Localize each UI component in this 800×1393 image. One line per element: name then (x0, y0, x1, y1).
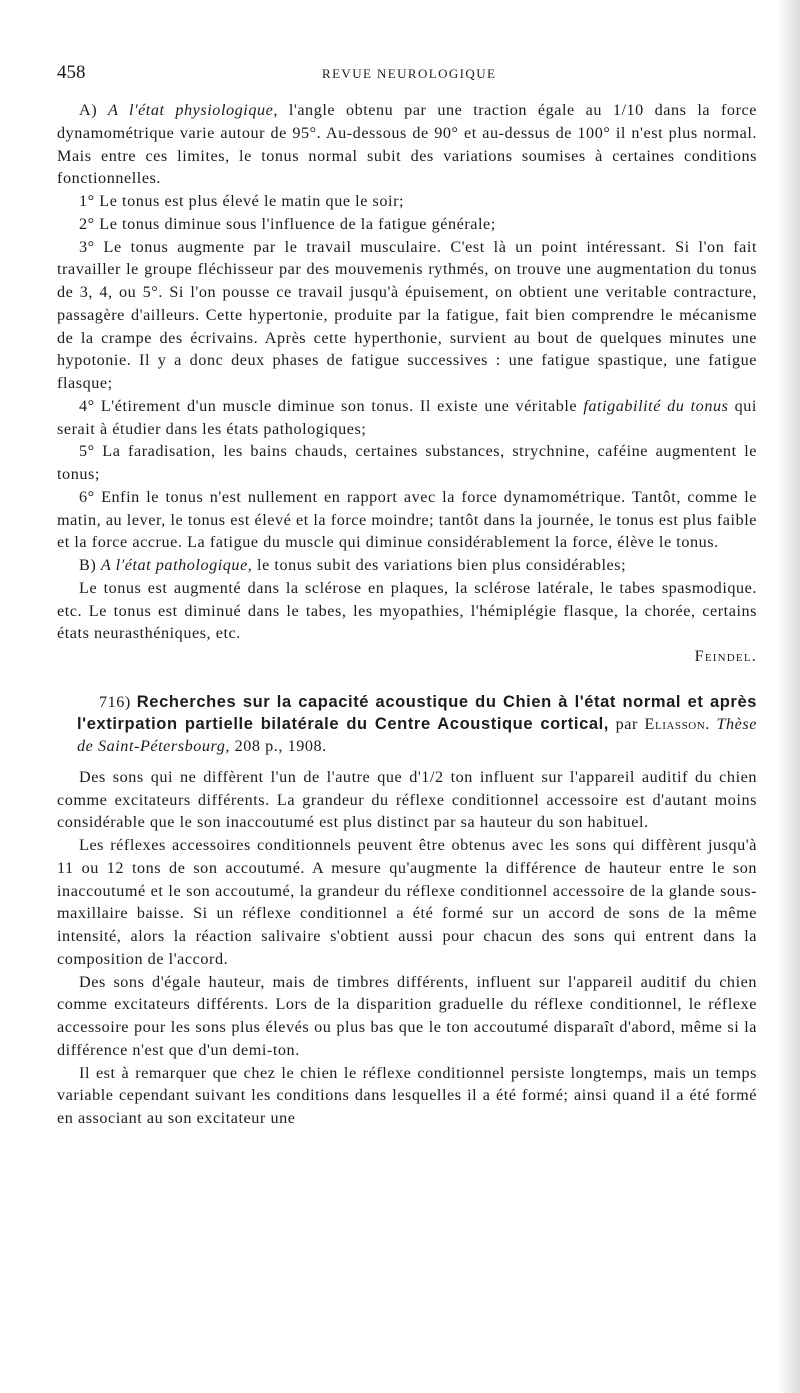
item4-start: 4° L'étirement d'un muscle diminue son tonus. Il existe une véritable (79, 396, 578, 415)
article-paragraph: Les réflexes accessoires conditionnels peuvent être obtenus avec les sons qui diffèrent jusqu'à 11 ou 12 tons de son accoutumé. A mesure qu'augmente la différence de hauteur entre le son inaccoutumé et le son accoutumé, la grandeur du réflexe conditionnel accessoire de la glande sous-maxillaire baisse. Si un réflexe conditionnel a été formé sur un accord de sons de la même intensité, alors la réaction salivaire s'obtient aussi pour chacun des sons qui entrent dans la composition de l'accord. (57, 836, 757, 968)
page-edge-shadow (778, 0, 800, 1393)
article-by: par (615, 714, 638, 733)
section-b-text: Le tonus est augmenté dans la sclérose en plaques, la sclérose latérale, le tabes spasmodique. etc. Le tonus est diminué dans le tabes, les myopathies, l'hémiplégie flasque, la chorée, certains états neurasthéniques, etc. (57, 578, 757, 643)
list-item: 6° Enfin le tonus n'est nullement en rapport avec la force dynamométrique. Tantôt, comme le matin, au lever, le tonus est élevé et la force moindre; tantôt dans la journée, le tonus est plus faible et la force accrue. La fatigue du muscle qui diminue considérablement la force, élève le tonus. (57, 487, 757, 552)
list-item: 5° La faradisation, les bains chauds, certaines substances, strychnine, caféine augmentent le tonus; (57, 442, 757, 483)
section-a-label: A) (79, 101, 98, 119)
running-head (57, 62, 757, 84)
section-a-intro-text: l'angle obtenu par une traction égale au 1/10 dans la force dynamométrique varie autour de 95°. Au-dessous de 90° et au-dessus de 100° il n'est plus normal. Mais entre ces limites, le tonus normal subit des variations soumises à certaines conditions fonctionnelles. (57, 101, 757, 188)
list-item: 2° Le tonus diminue sous l'influence de la fatigue générale; (79, 214, 496, 233)
article-heading (57, 691, 757, 757)
spacer (57, 668, 757, 691)
article-paragraph: Il est à remarquer que chez le chien le réflexe conditionnel persiste longtemps, mais un temps variable cependant suivant les conditions dans lesquelles il a été formé; ainsi quand il a été formé en associant au son excitateur une (57, 1063, 757, 1127)
list-item (57, 395, 757, 441)
signature: Feindel. (694, 647, 757, 665)
list-item: 1° Le tonus est plus élevé le matin que le soir; (79, 192, 405, 210)
page-number: 458 (57, 62, 86, 83)
list-item: 3° Le tonus augmente par le travail musculaire. C'est là un point intéressant. Si l'on fait travailler le groupe fléchisseur par des mouvemenis rythmés, on trouve une augmentation du tonus de 3, 4, ou 5°. Si l'on pousse ce travail jusqu'à épuisement, on obtient une veritable contracture, passagère d'ailleurs. Cette hypertonie, produite par la fatigue, fait bien comprendre le mécanisme de la crampe des écrivains. Après cette hyperthonie, survient au bout de quelques minutes une hypotonie. Il y a donc deux phases de fatigue successives : une fatigue spastique, une fatigue flasque; (57, 237, 757, 392)
article-number: 716) (99, 692, 131, 711)
article-paragraph: Des sons qui ne diffèrent l'un de l'autre que d'1/2 ton influent sur l'appareil auditif du chien comme excitateurs différents. La grandeur du réflexe conditionnel accessoire est d'autant moins considérable que le son inaccoutumé est plus distinct par sa hauteur du son habituel. (57, 767, 757, 832)
article-title: Recherches sur la capacité acoustique du Chien à l'état normal et après l'extirpation partielle bilatérale du Centre Acoustique cortical, (77, 692, 757, 733)
journal-title: REVUE NEUROLOGIQUE (322, 66, 497, 81)
section-b-label: B) (79, 556, 97, 574)
section-a-heading: A l'état physiologique, (108, 101, 278, 119)
item4-italic: fatigabilité du tonus (583, 396, 729, 415)
section-b-intro (57, 554, 757, 577)
section-a-intro (57, 99, 757, 190)
spacer (57, 757, 757, 766)
body-text (57, 99, 757, 1130)
item4-end: qui serait à étudier dans les états pathologiques; (57, 396, 757, 438)
section-b-intro-text: le tonus subit des variations bien plus considérables; (257, 556, 627, 574)
article-author: Eliasson. (644, 714, 710, 733)
article-paragraph: Des sons d'égale hauteur, mais de timbres différents, influent sur l'appareil auditif du chien comme excitateurs différents. Lors de la disparition graduelle du réflexe conditionnel, le réflexe accessoire pour les sons plus élevés ou plus bas que le ton accoutumé disparaît d'abord, même si la différence n'est que d'un demi-ton. (57, 972, 757, 1059)
article-source: Thèse de Saint-Pétersbourg, (77, 714, 757, 755)
article-source-details: 208 p., 1908. (234, 736, 327, 755)
section-b-heading: A l'état pathologique, (100, 556, 253, 574)
